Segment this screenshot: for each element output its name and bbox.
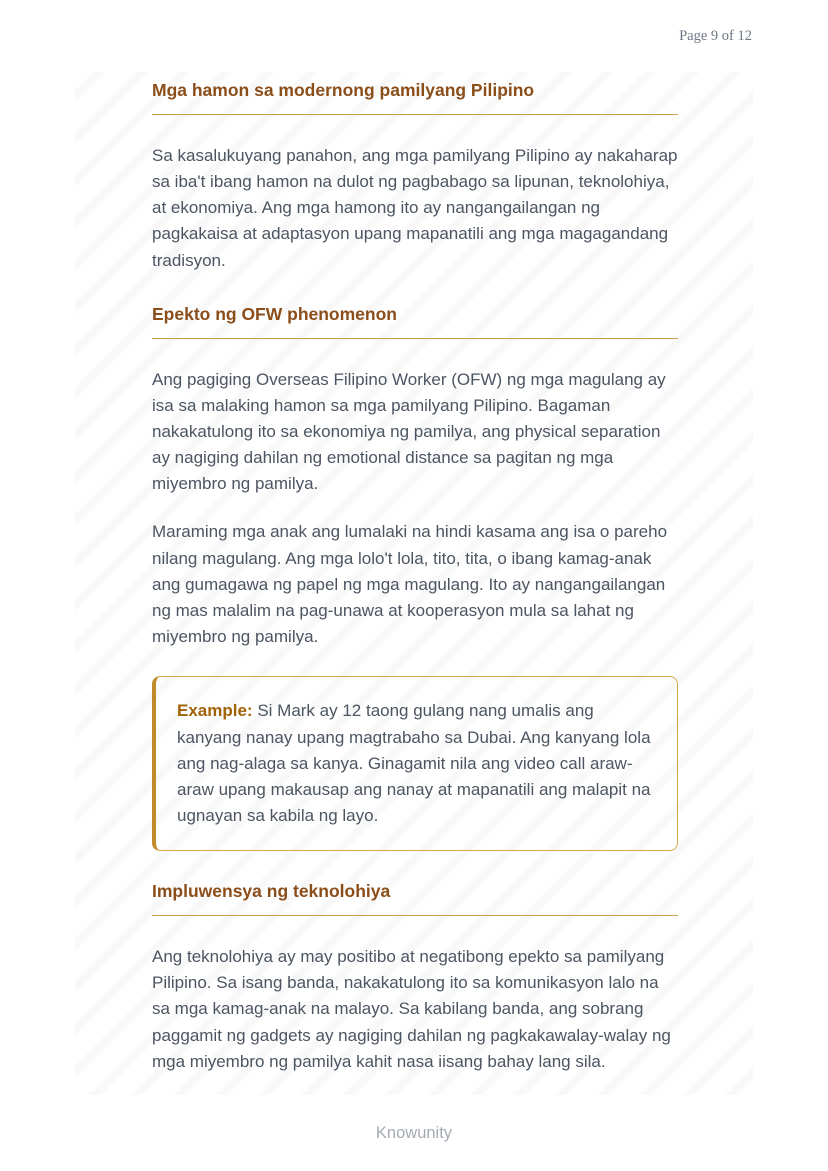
example-label: Example: [177, 701, 253, 721]
example-box [152, 676, 678, 851]
footer-brand: Knowunity [375, 1124, 453, 1142]
paragraph: Ang teknolohiya ay may positibo at negatibong epekto sa pamilyang Pilipino. Sa isang banda, nakakatulong ito sa komunikasyon lalo na sa mga kamag-anak na malayo. Sa kabilang banda, ang sobrang paggamit ng gadgets ay nagiging dahilan ng pagkakawalay-walay ng mga miyembro ng pamilya kahit nasa iisang bahay lang sila. [152, 947, 671, 1071]
section-heading: Mga hamon sa modernong pamilyang Pilipino [152, 80, 535, 100]
section-heading: Epekto ng OFW phenomenon [152, 303, 397, 324]
heading-divider [152, 114, 678, 115]
paragraph: Ang pagiging Overseas Filipino Worker (OFW) ng mga magulang ay isa sa malaking hamon sa mga pamilyang Pilipino. Bagaman nakakatulong ito sa ekonomiya ng pamilya, ang physical separation ay nagiging dahilan ng emotional distance sa pagitan ng mga miyembro ng pamilya. [152, 369, 666, 494]
example-body: Si Mark ay 12 taong gulang nang umalis ang kanyang nanay upang magtrabaho sa Dubai. Ang kanyang lola ang nag-alaga sa kanya. Ginagamit nila ang video call araw-araw upang makausap ang nanay at mapanatili ang malapit na ugnayan sa kabila ng layo. [177, 701, 651, 826]
section-challenges [152, 80, 678, 115]
paragraph: Maraming mga anak ang lumalaki na hindi kasama ang isa o pareho nilang magulang. Ang mga lolo't lola, tito, tita, o ibang kamag-anak ang gumagawa ng papel ng mga magulang. Ito ay nangangailangan ng mas malalim na pag-unawa at kooperasyon mula sa lahat ng miyembro ng pamilya. [152, 522, 668, 647]
section-heading: Impluwensya ng teknolohiya [152, 881, 391, 902]
section-technology [152, 881, 678, 916]
example-text [177, 698, 653, 829]
page-indicator: Page 9 of 12 [679, 28, 752, 44]
heading-divider [152, 338, 678, 339]
document-content [75, 72, 753, 1075]
heading-divider [152, 915, 678, 916]
document-page [75, 72, 753, 1095]
section-ofw [152, 304, 678, 339]
paragraph: Sa kasalukuyang panahon, ang mga pamilyang Pilipino ay nakaharap sa iba't ibang hamon na dulot ng pagbabago sa lipunan, teknolohiya, at ekonomiya. Ang mga hamong ito ay nangangailangan ng pagkakaisa at adaptasyon upang mapanatili ang mga magagandang tradisyon. [152, 145, 678, 270]
